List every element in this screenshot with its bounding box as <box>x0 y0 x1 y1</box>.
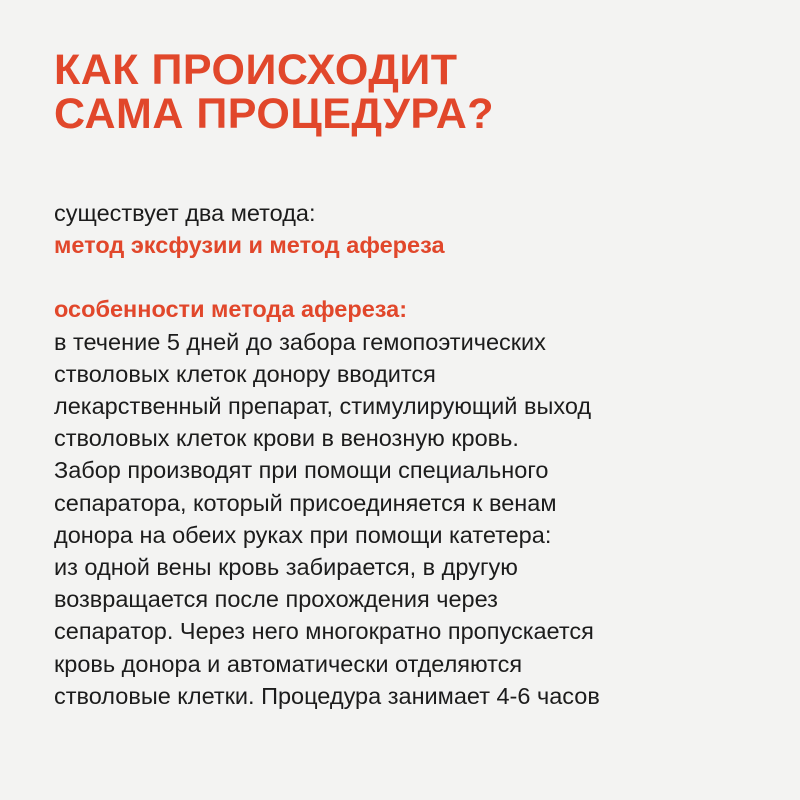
apheresis-line: в течение 5 дней до забора гемопоэтических <box>54 328 546 355</box>
apheresis-line: сепаратора, который присоединяется к венам <box>54 489 557 516</box>
apheresis-line: донора на обеих руках при помощи катетера: <box>54 521 552 548</box>
apheresis-line: стволовых клеток крови в венозную кровь. <box>54 425 519 452</box>
paragraph-spacer <box>54 261 760 293</box>
apheresis-line: из одной вены кровь забирается, в другую <box>54 554 518 581</box>
intro-text: существует два метода: <box>54 200 316 226</box>
body-content <box>54 197 760 712</box>
title-line-1: КАК ПРОИСХОДИТ <box>54 46 458 94</box>
page-title <box>54 48 760 136</box>
apheresis-line: Забор производят при помощи специального <box>54 457 549 484</box>
apheresis-line: сепаратор. Через него многократно пропускается <box>54 618 594 645</box>
apheresis-line: лекарственный препарат, стимулирующий выход <box>54 393 592 420</box>
apheresis-line: кровь донора и автоматически отделяются <box>54 650 523 677</box>
apheresis-heading: особенности метода афереза: <box>54 296 408 323</box>
title-line-2: САМА ПРОЦЕДУРА? <box>54 90 495 138</box>
apheresis-line: стволовых клеток донору вводится <box>54 360 436 387</box>
apheresis-line: стволовые клетки. Процедура занимает 4-6 часов <box>54 682 600 709</box>
apheresis-line: возвращается после прохождения через <box>54 586 498 613</box>
methods-highlight: метод эксфузии и метод афереза <box>54 232 445 259</box>
